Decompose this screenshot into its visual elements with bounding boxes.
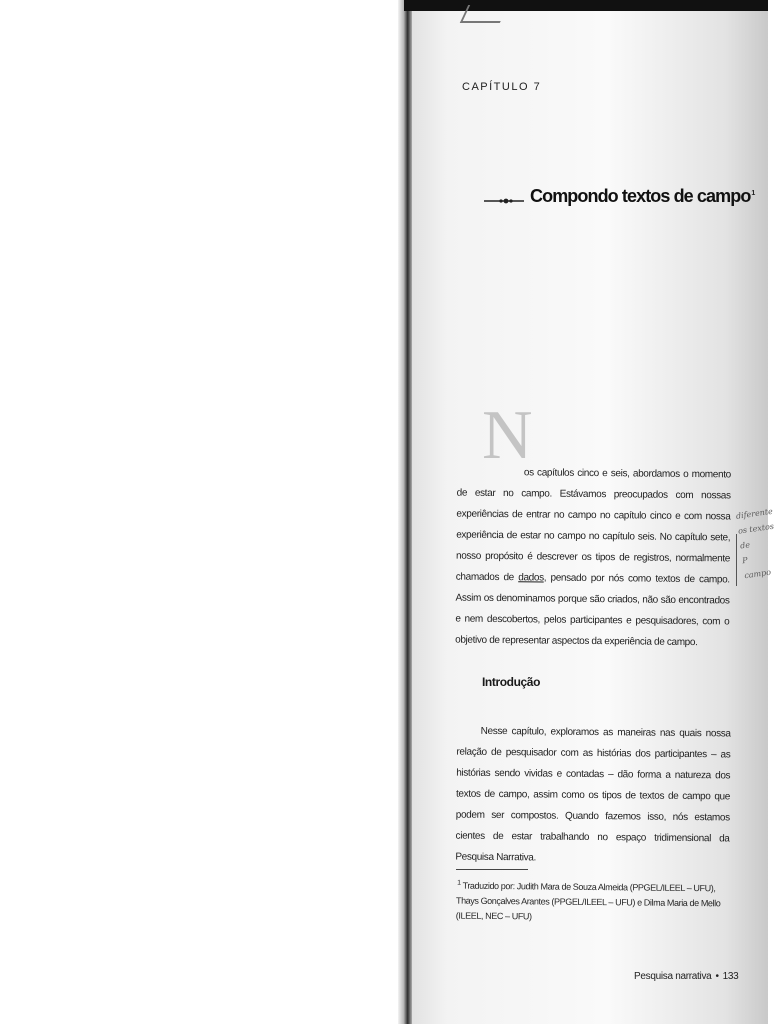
drop-cap: N	[482, 397, 533, 474]
intro-text-before: os capítulos cinco e seis, abordamos o momento de estar no campo. Estávamos preocupados com nossas experiências de entrar no campo no capítulo cinco e com nossa experiência de estar no campo no capítulo seis. No capítulo sete, nosso propósito é descrever os tipos de registros, normalmente chamados de	[455, 467, 731, 584]
footnote	[456, 876, 730, 927]
running-title: Pesquisa narrativa	[634, 971, 712, 982]
page-footer	[634, 971, 738, 982]
footnote-text: Traduzido por: Judith Mara de Souza Almeida (PPGEL/ILEEL – UFU), Thays Gonçalves Arantes (PPGEL/ILEEL – UFU) e Dilma Maria de Mello (ILEEL, NEC – UFU)	[455, 880, 721, 922]
section-heading: Introdução	[482, 675, 540, 689]
chapter-label: CAPÍTULO 7	[462, 81, 542, 93]
ornament-icon	[484, 196, 524, 206]
handwritten-margin-note	[730, 506, 775, 601]
chapter-title-text: Compondo textos de campo	[530, 186, 751, 206]
chapter-title-row	[484, 186, 754, 207]
page-number: 133	[722, 971, 739, 982]
intro-text-underlined: dados	[518, 572, 544, 584]
footnote-marker: 1	[457, 879, 461, 887]
footer-bullet: •	[715, 971, 719, 982]
intro-text-after: , pensado por nós como textos de campo. Assim os denominamos porque são criados, não são encontrados e nem descobertos, pelos participantes e pesquisadores, com o objetivo de representar aspectos da experiência de campo.	[455, 572, 730, 649]
intro-paragraph	[455, 462, 731, 654]
margin-note-text: diferente os textos de P campo	[735, 506, 775, 581]
scan-top-edge	[404, 0, 768, 11]
section-paragraph: Nesse capítulo, exploramos as maneiras nas quais nossa relação de pesquisador com as histórias dos participantes – as histórias sendo vividas e contadas – dão forma a natureza dos textos de campo, assim como os tipos de textos de campo que podem ser compostos. Quando fazemos isso, nós estamos cientes de estar trabalhando no espaço tridimensional da Pesquisa Narrativa.	[455, 725, 731, 864]
title-footnote-ref: 1	[751, 190, 755, 197]
chapter-title	[530, 186, 754, 207]
margin-bracket	[736, 534, 737, 586]
right-page	[412, 11, 775, 1024]
footnote-divider	[456, 869, 528, 870]
corner-mark	[460, 5, 508, 23]
